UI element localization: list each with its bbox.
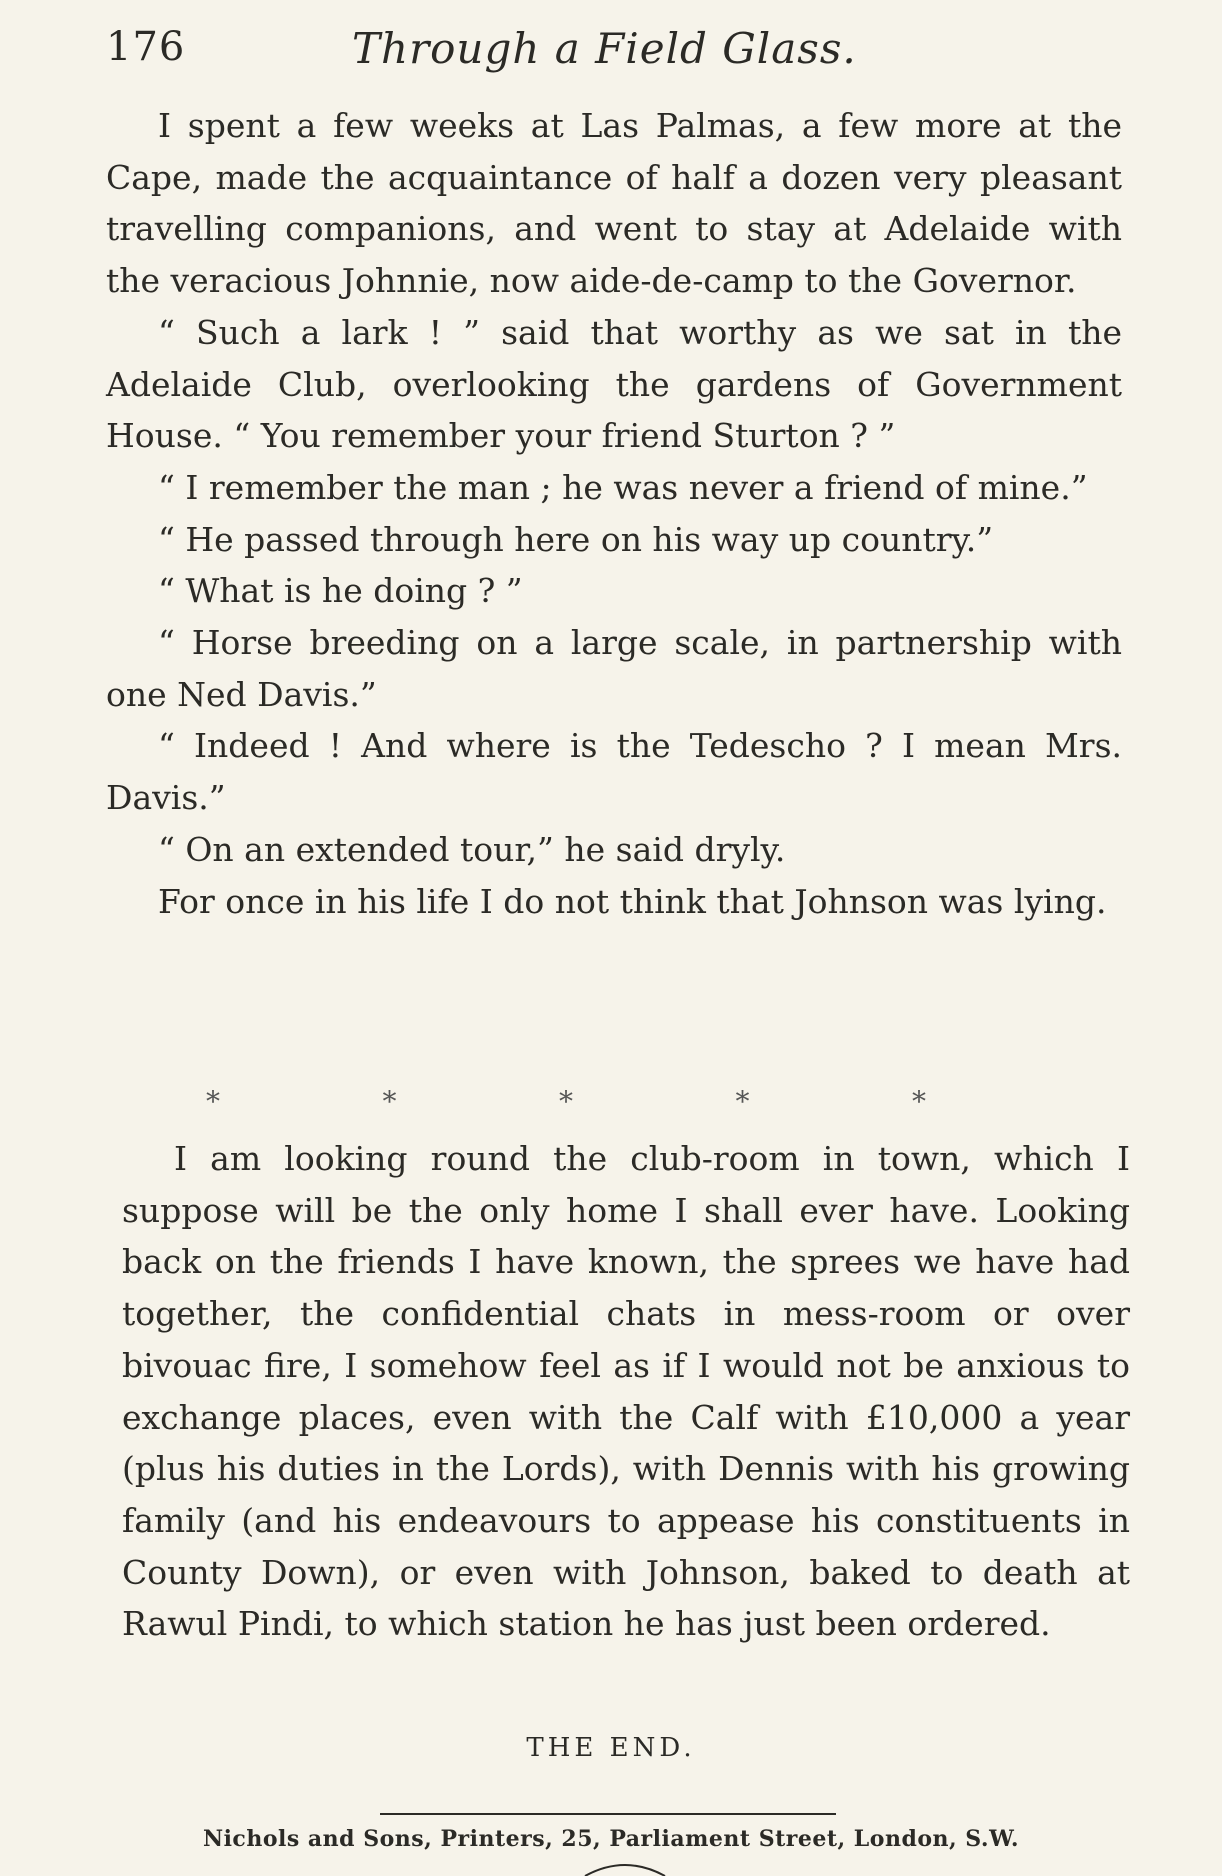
paragraph: “ He passed through here on his way up country.” [158,519,994,559]
main-text [106,100,1122,927]
printer-imprint: Nichols and Sons, Printers, 25, Parliament Street, London, S.W. [202,1826,1020,1852]
running-title: Through a Field Glass. [352,24,857,73]
asterisk: * [382,1085,397,1118]
paragraph: “ I remember the man ; he was never a friend of mine.” [158,467,1088,507]
section-separator [106,1085,1026,1118]
paragraph: “ Indeed ! And where is the Tedescho ? I mean Mrs. Davis.” [106,726,1122,818]
paragraph: “ Horse breeding on a large scale, in partnership with one Ned Davis.” [106,623,1122,714]
page-number: 176 [106,24,186,70]
paragraph: “ On an extended tour,” he said dryly. [158,829,786,869]
page-header [106,18,906,78]
paragraph: “ What is he doing ? ” [158,571,523,611]
the-end-heading: THE END. [526,1733,696,1763]
printer-ornament-icon [580,1858,670,1876]
asterisk: * [206,1085,220,1118]
divider-rule [380,1813,836,1815]
asterisk: * [912,1085,926,1118]
closing-text [122,1133,1130,1650]
asterisk: * [735,1085,750,1118]
paragraph: “ Such a lark ! ” said that worthy as we sat in the Adelaide Club, overlooking the gardens of Government House. “ You remember your friend Sturton ? ” [106,312,1122,456]
paragraph: For once in his life I do not think that Johnson was lying. [158,881,1107,921]
asterisk: * [559,1085,573,1118]
paragraph: I spent a few weeks at Las Palmas, a few more at the Cape, made the acquaintance of half a dozen very pleasant travelling companions, and went to stay at Adelaide with the veracious Johnnie, now aide-de-camp to the Governor. [106,106,1122,301]
closing-paragraph: I am looking round the club-room in town, which I suppose will be the only home I shall ever have. Looking back on the friends I have known, the sprees we have had together, the confidential chats in mess-room or over bivouac fire, I somehow feel as if I would not be anxious to exchange places, even with the Calf with £10,000 a year (plus his duties in the Lords), with Dennis with his growing family (and his endeavours to appease his constituents in County Down), or even with Johnson, baked to death at Rawul Pindi, to which station he has just been ordered. [122,1139,1130,1644]
